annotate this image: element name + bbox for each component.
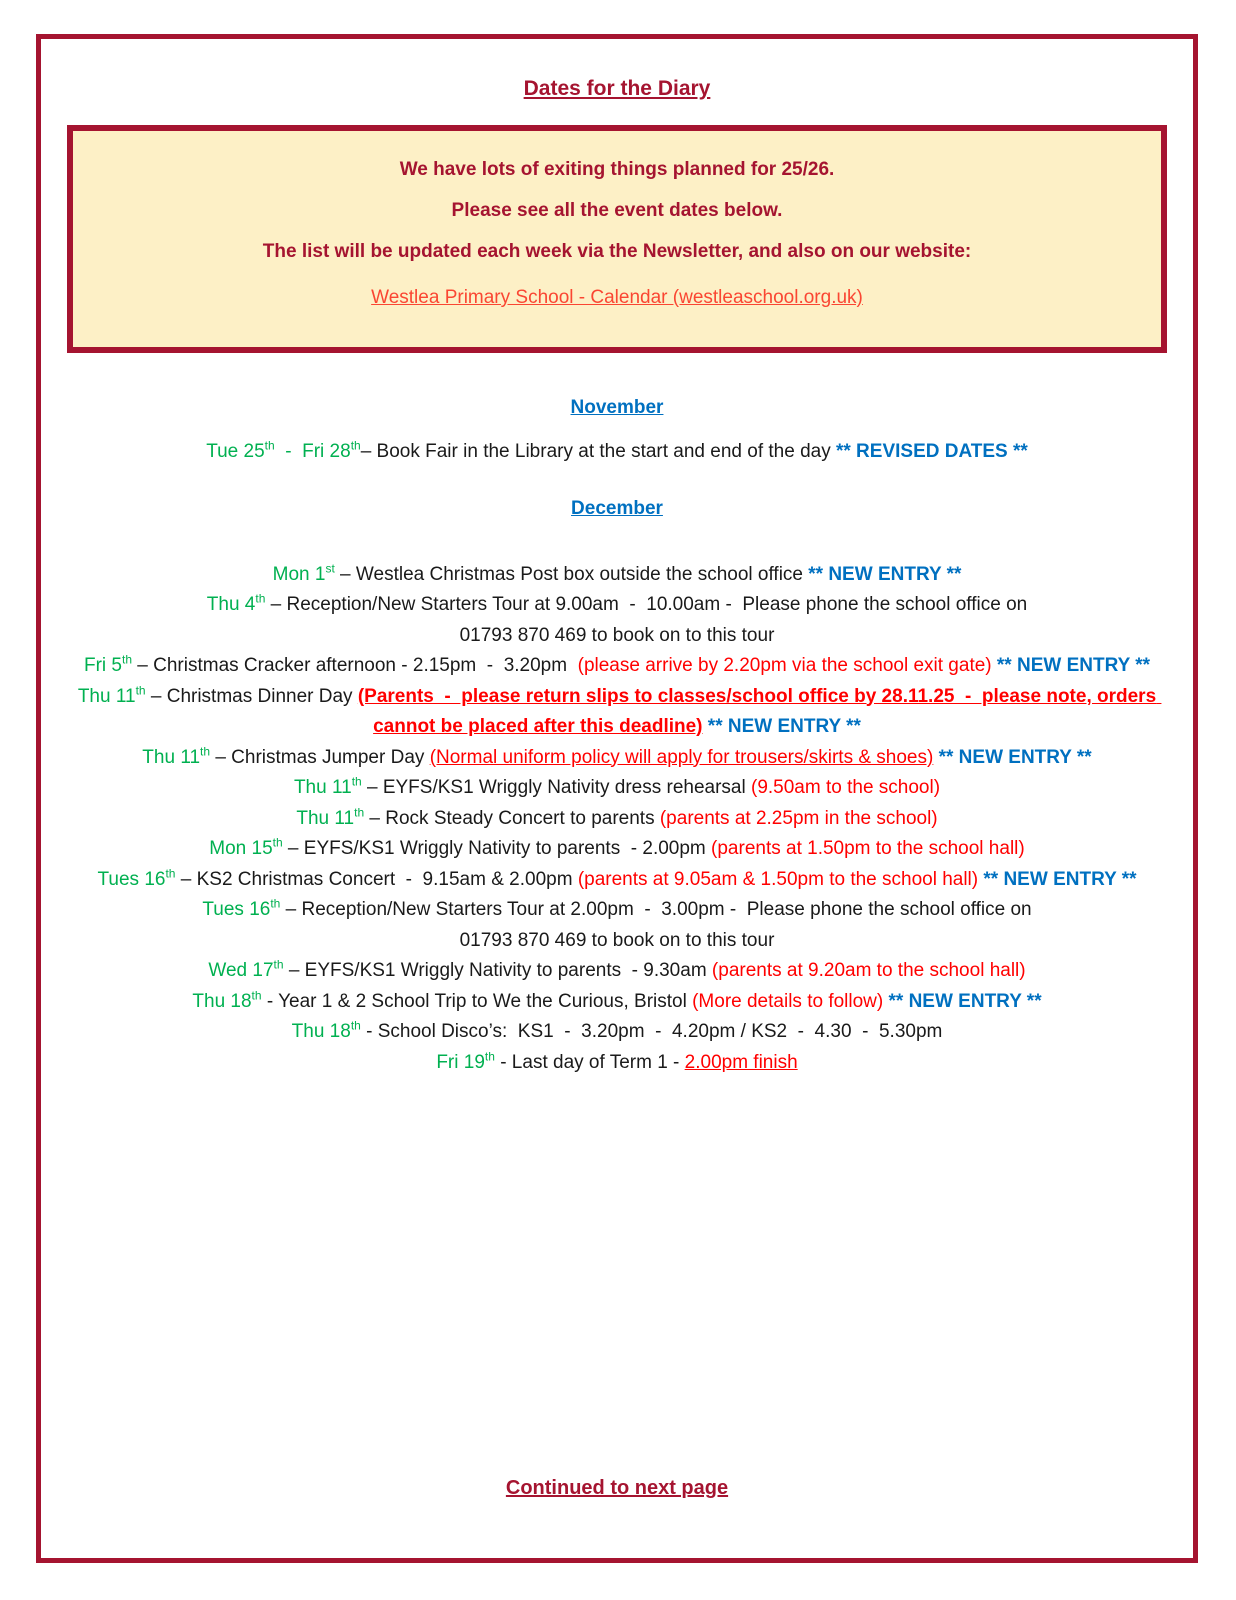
page-border bbox=[36, 34, 1198, 1563]
intro-line: We have lots of exiting things planned for 25/26. bbox=[399, 159, 835, 180]
event-line bbox=[47, 1017, 1187, 1048]
event-line bbox=[47, 865, 1187, 896]
event-segment: Thu 18 bbox=[291, 1021, 351, 1042]
event-segment: - Last day of Term 1 - bbox=[494, 1051, 685, 1073]
date-ordinal: th bbox=[255, 591, 266, 606]
event-segment: - Year 1 & 2 School Trip to We the Curious, Bristol bbox=[261, 990, 693, 1012]
event-line bbox=[47, 621, 1187, 652]
date-ordinal: th bbox=[135, 683, 146, 698]
event-line bbox=[47, 834, 1187, 865]
continued-note: Continued to next page bbox=[505, 1477, 729, 1499]
event-segment: Thu 11 bbox=[142, 746, 201, 768]
event-line bbox=[47, 560, 1187, 591]
event-segment: – Christmas Dinner Day bbox=[145, 685, 358, 707]
event-segment: – Reception/New Starters Tour at 9.00am - 10.00am - Please phone the school office on bbox=[265, 594, 1028, 615]
section-heading-december: December bbox=[571, 497, 663, 519]
event-segment: Thu 4 bbox=[206, 594, 256, 615]
event-segment: – EYFS/KS1 Wriggly Nativity to parents - 2.00pm bbox=[282, 838, 712, 859]
event-line bbox=[47, 590, 1187, 621]
section-heading-november: November bbox=[570, 397, 664, 418]
event-segment: ** NEW ENTRY ** bbox=[888, 990, 1042, 1012]
date-ordinal: th bbox=[351, 774, 362, 789]
event-segment: 01793 870 469 to book on to this tour bbox=[459, 929, 775, 951]
event-segment: (parents at 9.05am & 1.50pm to the school hall) bbox=[577, 868, 979, 890]
event-segment: ** NEW ENTRY ** bbox=[707, 716, 861, 737]
event-segment: (Parents - please return slips to classes/school office by 28.11.25 - please note, orders cannot be placed after this deadline) bbox=[357, 685, 1162, 737]
date-ordinal: th bbox=[354, 805, 365, 820]
intro-link-row bbox=[91, 287, 1143, 309]
date-ordinal: th bbox=[273, 957, 284, 972]
intro-box bbox=[67, 125, 1167, 353]
event-segment: ** NEW ENTRY ** bbox=[996, 655, 1150, 676]
event-segment: (9.50am to the school) bbox=[751, 777, 941, 798]
date-ordinal: th bbox=[484, 1049, 495, 1064]
event-segment: – Rock Steady Concert to parents bbox=[364, 807, 660, 829]
event-line bbox=[47, 682, 1187, 743]
event-line bbox=[47, 895, 1187, 926]
event-segment: – EYFS/KS1 Wriggly Nativity to parents - 9.30am bbox=[283, 960, 712, 981]
event-line bbox=[47, 956, 1187, 987]
event-line bbox=[47, 437, 1187, 468]
event-line bbox=[47, 1048, 1187, 1079]
event-segment: Mon 1 bbox=[272, 563, 326, 585]
date-ordinal: th bbox=[200, 744, 211, 759]
event-line bbox=[47, 651, 1187, 682]
event-segment: Thu 18 bbox=[192, 990, 252, 1012]
intro-line: Please see all the event dates below. bbox=[451, 200, 783, 221]
event-segment: ** NEW ENTRY ** bbox=[983, 868, 1137, 890]
event-segment: – Book Fair in the Library at the start and end of the day bbox=[360, 441, 836, 462]
event-line bbox=[47, 773, 1187, 804]
event-segment: – Christmas Cracker afternoon - 2.15pm - 3.20pm bbox=[132, 655, 578, 676]
event-segment: - School Disco’s: KS1 - 3.20pm - 4.20pm / KS2 - 4.30 - 5.30pm bbox=[360, 1021, 943, 1042]
event-line bbox=[47, 987, 1187, 1018]
event-segment: Thu 11 bbox=[293, 777, 352, 798]
event-segment: Mon 15 bbox=[209, 838, 273, 859]
calendar-link[interactable]: Westlea Primary School - Calendar (westleaschool.org.uk) bbox=[371, 287, 863, 308]
intro-line: The list will be updated each week via the Newsletter, and also on our website: bbox=[262, 241, 972, 262]
event-segment: Tue 25 bbox=[206, 441, 265, 462]
event-segment: Tues 16 bbox=[202, 899, 271, 920]
event-segment: ** NEW ENTRY ** bbox=[938, 746, 1092, 768]
event-segment: ** REVISED DATES ** bbox=[835, 441, 1028, 462]
event-segment: (parents at 1.50pm to the school hall) bbox=[711, 838, 1025, 859]
event-segment: Thu 11 bbox=[296, 807, 355, 829]
date-ordinal: th bbox=[350, 438, 361, 453]
date-ordinal: st bbox=[325, 561, 335, 576]
event-segment: Wed 17 bbox=[208, 960, 274, 981]
date-ordinal: th bbox=[350, 1018, 361, 1033]
event-segment: 2.00pm finish bbox=[684, 1051, 798, 1073]
event-segment: Thu 11 bbox=[77, 685, 136, 707]
event-segment: (parents at 9.20am to the school hall) bbox=[711, 960, 1026, 981]
event-segment: (More details to follow) bbox=[692, 990, 884, 1012]
events-november bbox=[41, 437, 1193, 468]
date-ordinal: th bbox=[165, 866, 176, 881]
event-segment: (Normal uniform policy will apply for trousers/skirts & shoes) bbox=[429, 746, 934, 768]
event-segment: – Westlea Christmas Post box outside the school office bbox=[334, 563, 809, 585]
event-segment: (please arrive by 2.20pm via the school exit gate) bbox=[577, 655, 992, 676]
event-segment: 01793 870 469 to book on to this tour bbox=[459, 624, 775, 646]
event-segment: (parents at 2.25pm in the school) bbox=[659, 807, 938, 829]
date-ordinal: th bbox=[264, 438, 275, 453]
event-segment: Tues 16 bbox=[97, 868, 166, 890]
date-ordinal: th bbox=[272, 835, 283, 850]
date-ordinal: th bbox=[121, 652, 132, 667]
event-line bbox=[47, 743, 1187, 774]
event-segment: – Christmas Jumper Day bbox=[210, 746, 430, 768]
event-line bbox=[47, 926, 1187, 957]
event-segment: Fri 19 bbox=[436, 1051, 485, 1073]
event-segment: – KS2 Christmas Concert - 9.15am & 2.00pm bbox=[175, 868, 578, 890]
date-ordinal: th bbox=[270, 896, 281, 911]
event-segment: - Fri 28 bbox=[274, 441, 351, 462]
event-segment: Fri 5 bbox=[83, 655, 122, 676]
event-segment: ** NEW ENTRY ** bbox=[808, 563, 962, 585]
event-segment: – Reception/New Starters Tour at 2.00pm - 3.00pm - Please phone the school office on bbox=[280, 899, 1032, 920]
event-line bbox=[47, 804, 1187, 835]
page-title: Dates for the Diary bbox=[523, 77, 711, 100]
event-segment: – EYFS/KS1 Wriggly Nativity dress rehearsal bbox=[361, 777, 751, 798]
events-december bbox=[41, 560, 1193, 1079]
date-ordinal: th bbox=[251, 988, 262, 1003]
